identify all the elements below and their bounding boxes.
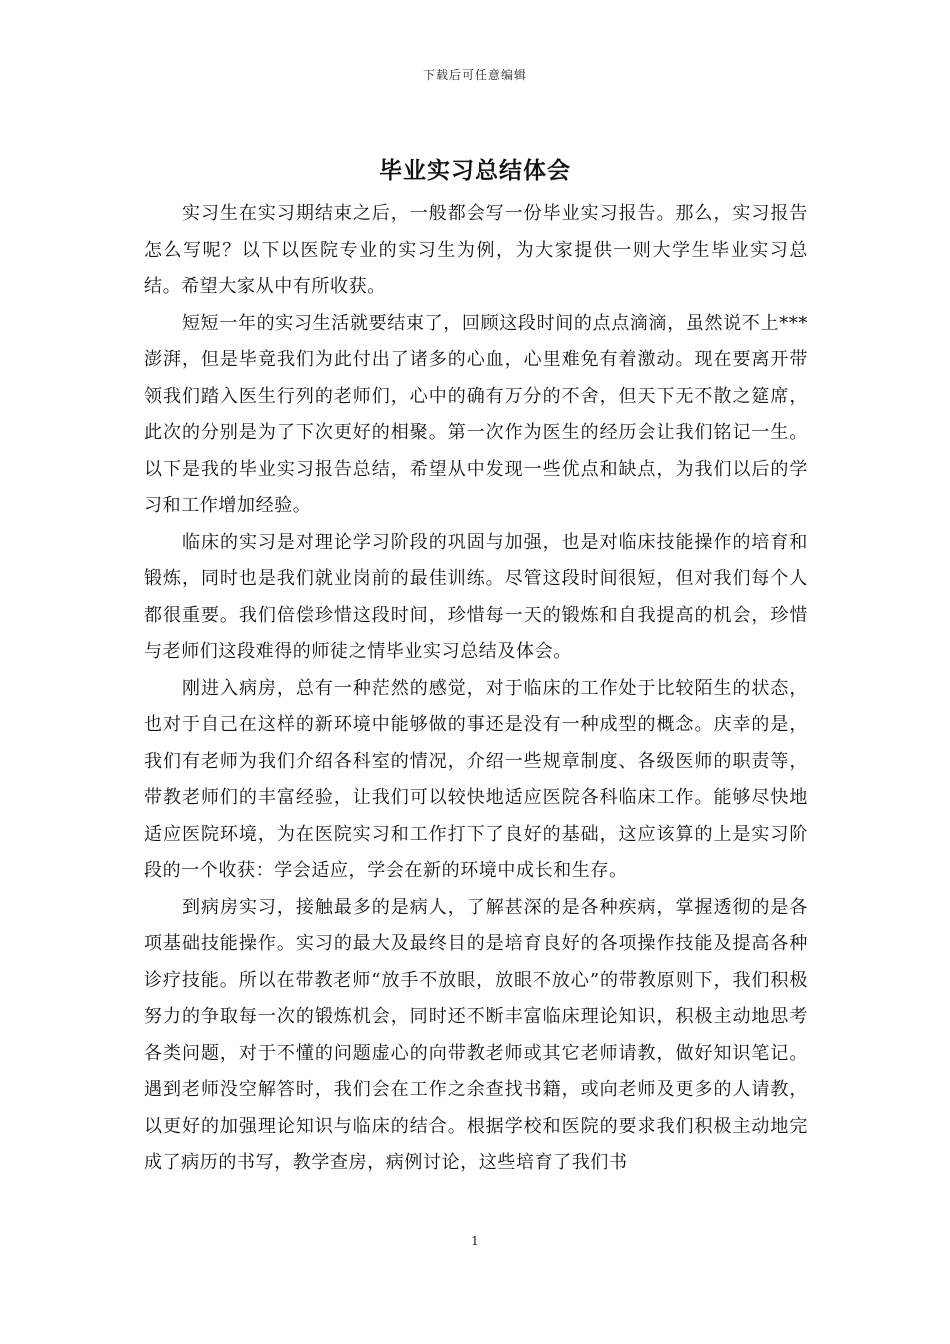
document-body	[144, 196, 808, 1182]
page-header: 下载后可任意编辑	[422, 68, 527, 82]
document-title: 毕业实习总结体会	[379, 158, 571, 184]
paragraph-ward-practice: 到病房实习，接触最多的是病人，了解甚深的是各种疾病，掌握透彻的是各项基础技能操作。实习的最大及最终目的是培育良好的各项操作技能及提高各种诊疗技能。所以在带教老师“放手不放眼，放眼不放心”的带教原则下，我们积极努力的争取每一次的锻炼机会，同时还不断丰富临床理论知识，积极主动地思考各类问题，对于不懂的问题虚心的向带教老师或其它老师请教，做好知识笔记。遇到老师没空解答时，我们会在工作之余查找书籍，或向老师及更多的人请教，以更好的加强理论知识与临床的结合。根据学校和医院的要求我们积极主动地完成了病历的书写，教学查房，病例讨论，这些培育了我们书	[144, 896, 808, 1173]
paragraph-clinical-practice: 临床的实习是对理论学习阶段的巩固与加强，也是对临床技能操作的培育和锻炼，同时也是我们就业岗前的最佳训练。尽管这段时间很短，但对我们每个人都很重要。我们倍偿珍惜这段时间，珍惜每一天的锻炼和自我提高的机会，珍惜与老师们这段难得的师徒之情毕业实习总结及体会。	[144, 531, 808, 662]
paragraph-reflection: 短短一年的实习生活就要结束了，回顾这段时间的点点滴滴，虽然说不上***澎湃，但是毕竟我们为此付出了诸多的心血，心里难免有着激动。现在要离开带领我们踏入医生行列的老师们，心中的确有万分的不舍，但天下无不散之筵席，此次的分别是为了下次更好的相聚。第一次作为医生的经历会让我们铭记一生。以下是我的毕业实习报告总结，希望从中发现一些优点和缺点，为我们以后的学习和工作增加经验。	[144, 312, 808, 516]
page-number: 1	[471, 1234, 479, 1248]
paragraph-ward-entry: 刚进入病房，总有一种茫然的感觉，对于临床的工作处于比较陌生的状态，也对于自己在这样的新环境中能够做的事还是没有一种成型的概念。庆幸的是，我们有老师为我们介绍各科室的情况，介绍一些规章制度、各级医师的职责等，带教老师们的丰富经验，让我们可以较快地适应医院各科临床工作。能够尽快地适应医院环境，为在医院实习和工作打下了良好的基础，这应该算的上是实习阶段的一个收获：学会适应，学会在新的环境中成长和生存。	[144, 677, 808, 881]
paragraph-intro: 实习生在实习期结束之后，一般都会写一份毕业实习报告。那么，实习报告怎么写呢？以下以医院专业的实习生为例，为大家提供一则大学生毕业实习总结。希望大家从中有所收获。	[144, 203, 808, 297]
